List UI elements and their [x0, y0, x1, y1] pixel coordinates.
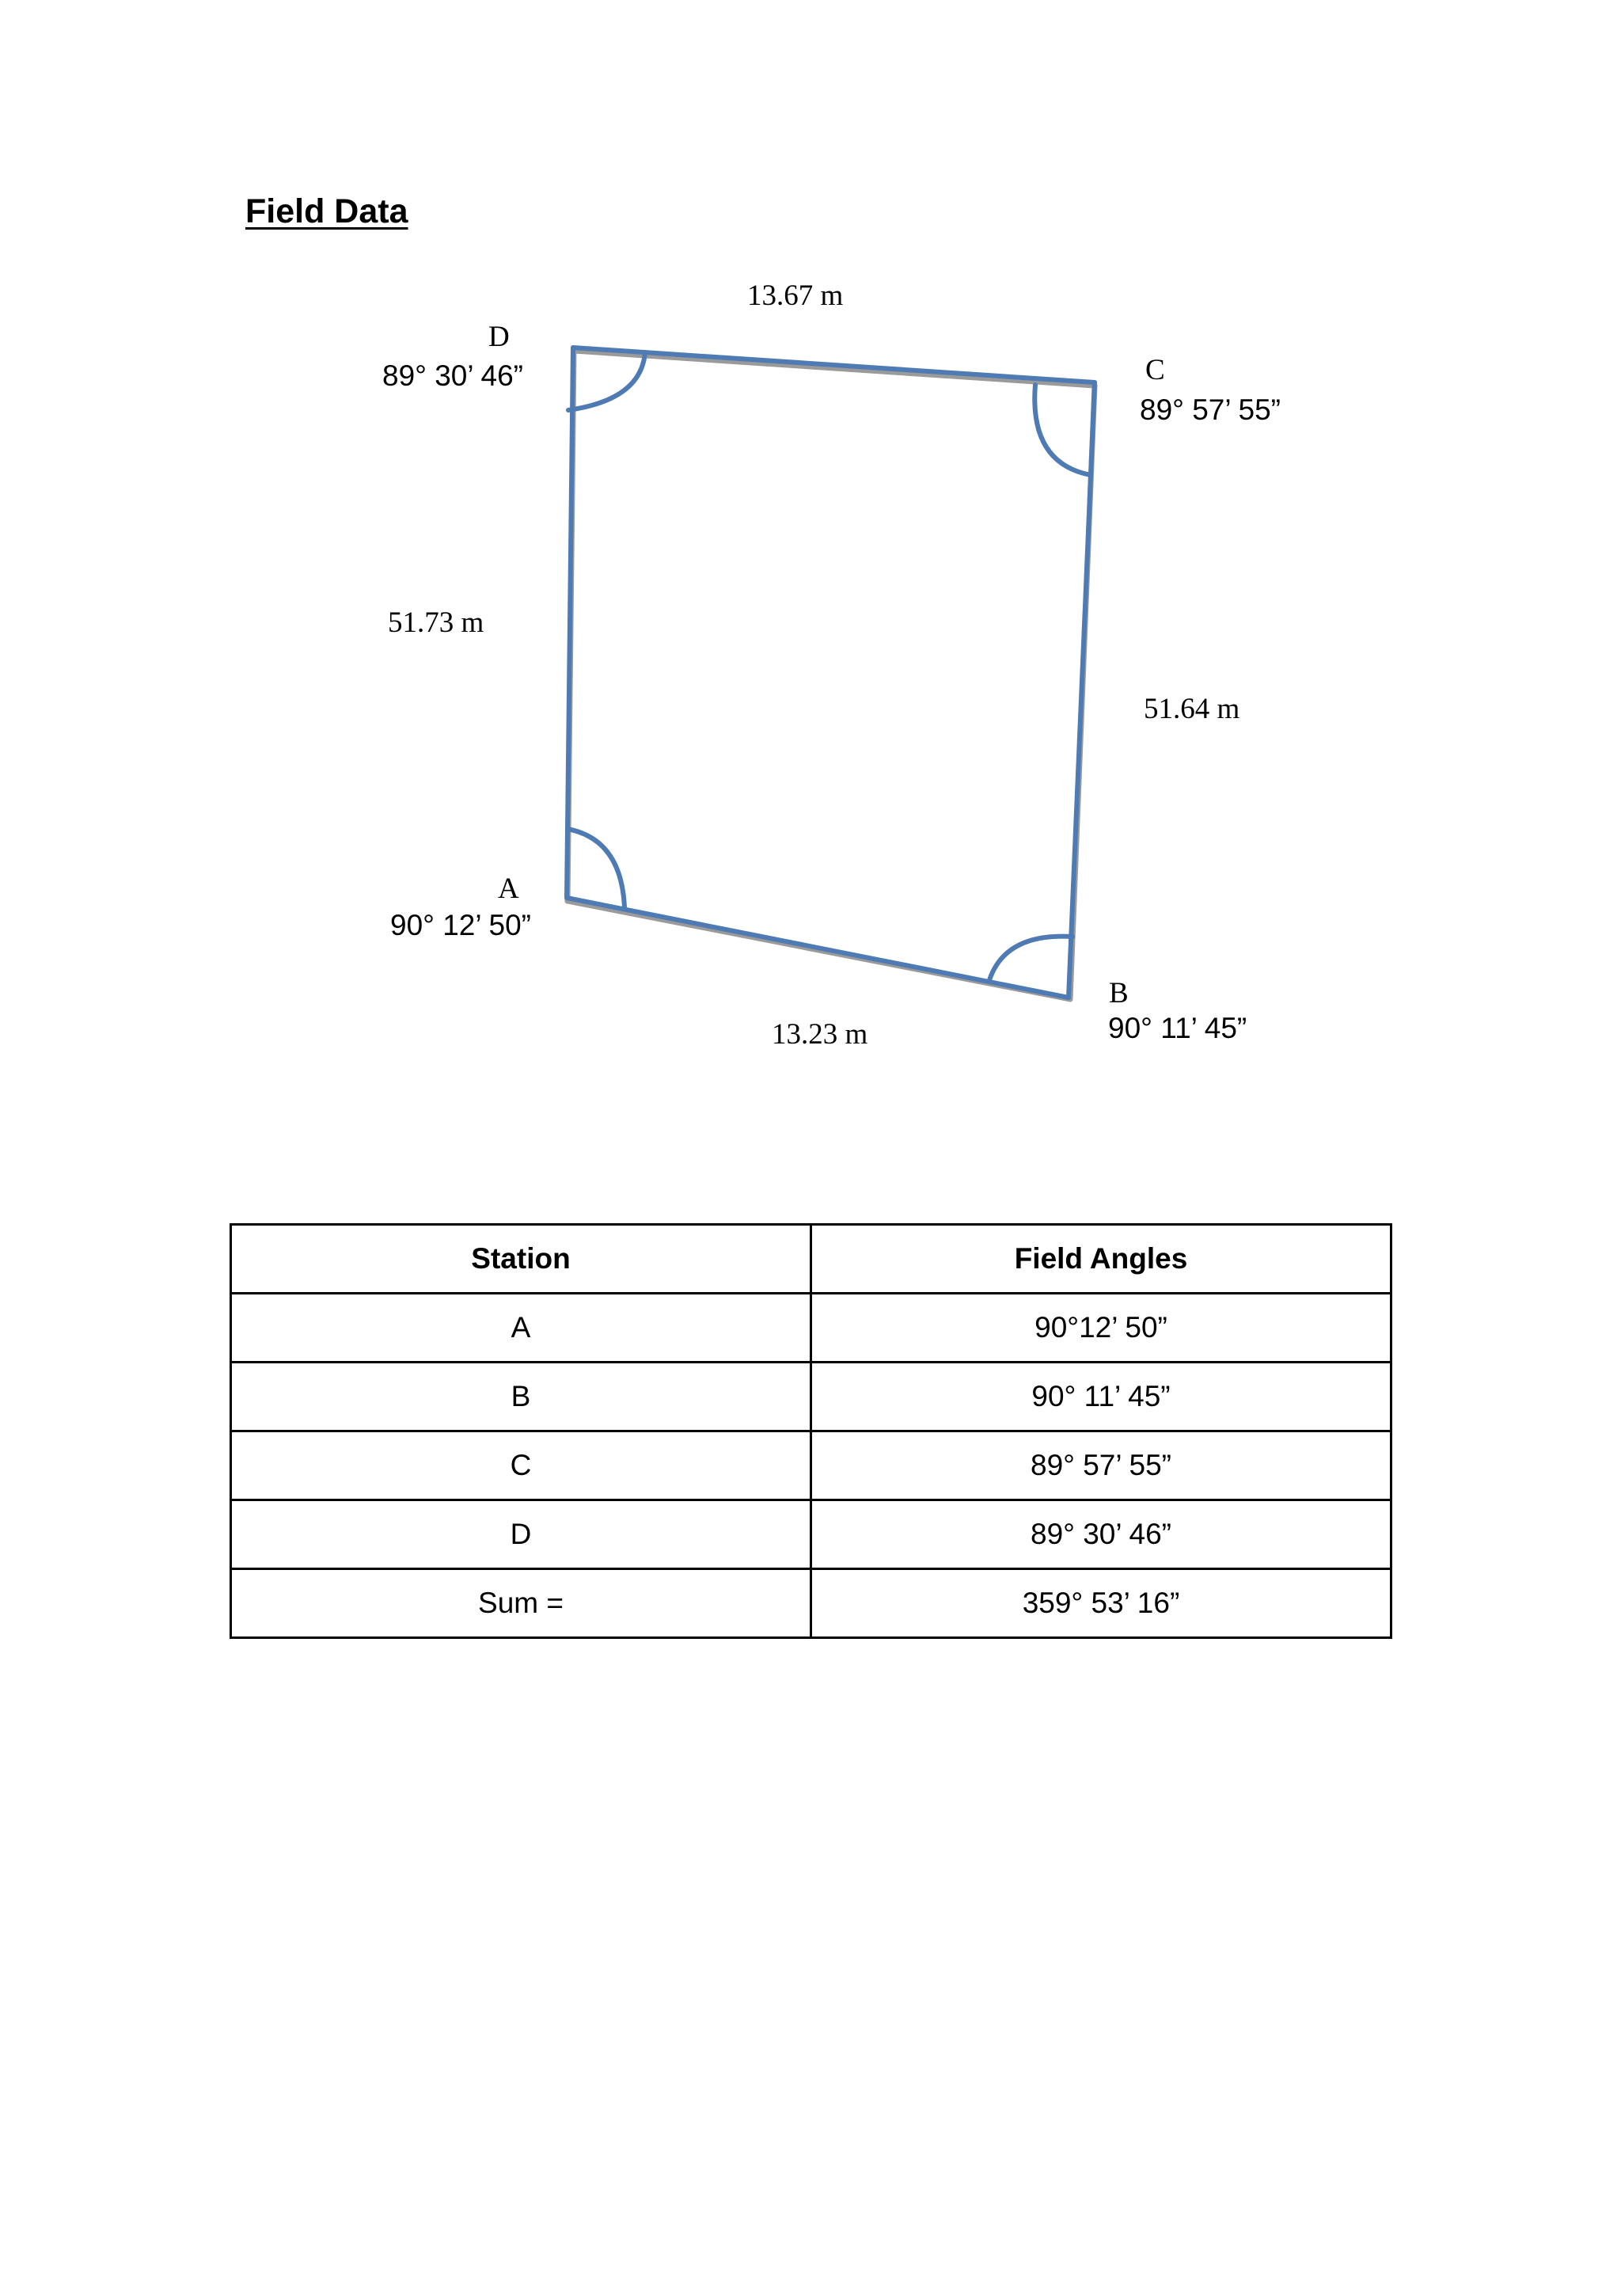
angle-arc-b — [989, 937, 1072, 980]
side-ad — [567, 348, 573, 898]
sum-label-cell: Sum = — [231, 1569, 811, 1638]
side-length-bc: 51.64 m — [1144, 693, 1240, 725]
column-header-station: Station — [231, 1225, 811, 1294]
angle-arc-c — [1034, 385, 1091, 475]
side-ba — [567, 898, 1069, 998]
field-angles-table — [230, 1223, 1392, 1639]
station-angle-b: 90° 11’ 45” — [1108, 1012, 1247, 1044]
station-cell: B — [231, 1363, 811, 1431]
station-label-a: A — [498, 872, 519, 905]
traverse-outline — [567, 348, 1095, 998]
side-length-ab: 13.23 m — [772, 1018, 868, 1051]
traverse-diagram — [0, 0, 1621, 1108]
angle-cell: 89° 30’ 46” — [811, 1500, 1391, 1569]
angle-cell: 90° 11’ 45” — [811, 1363, 1391, 1431]
side-length-ad: 51.73 m — [388, 606, 484, 639]
station-cell: C — [231, 1431, 811, 1500]
table-row — [231, 1294, 1391, 1363]
station-cell: A — [231, 1294, 811, 1363]
traverse-shadow — [568, 351, 1095, 999]
station-angle-d: 89° 30’ 46” — [382, 359, 523, 392]
angle-cell: 90°12’ 50” — [811, 1294, 1391, 1363]
page-title: Field Data — [245, 192, 408, 230]
angle-cell: 89° 57’ 55” — [811, 1431, 1391, 1500]
table-header-row — [231, 1225, 1391, 1294]
station-cell: D — [231, 1500, 811, 1569]
angle-arc-a — [568, 829, 624, 907]
column-header-field-angles: Field Angles — [811, 1225, 1391, 1294]
sum-row — [231, 1569, 1391, 1638]
station-label-c: C — [1145, 354, 1165, 386]
table-row — [231, 1500, 1391, 1569]
station-label-d: D — [488, 321, 510, 353]
table-row — [231, 1363, 1391, 1431]
station-angle-a: 90° 12’ 50” — [390, 909, 531, 941]
table-row — [231, 1431, 1391, 1500]
station-label-b: B — [1109, 977, 1129, 1009]
side-dc — [573, 348, 1095, 382]
station-angle-c: 89° 57’ 55” — [1140, 393, 1281, 426]
side-length-dc: 13.67 m — [747, 279, 844, 312]
sum-value-cell: 359° 53’ 16” — [811, 1569, 1391, 1638]
angle-arc-d — [568, 352, 645, 410]
